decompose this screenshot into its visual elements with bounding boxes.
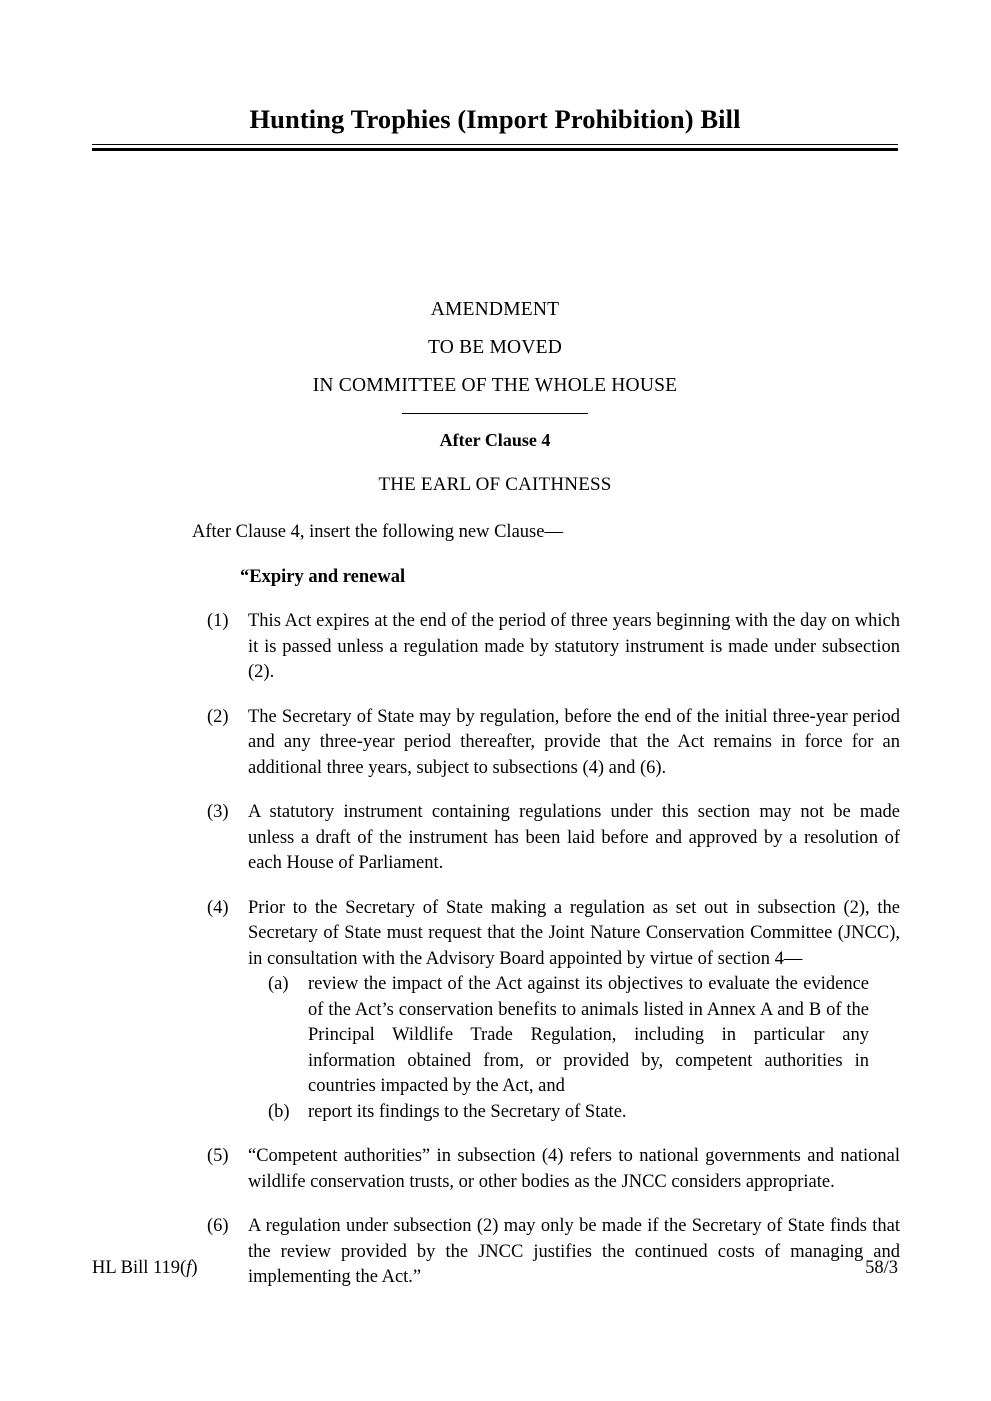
- subsection-text: This Act expires at the end of the period of three years beginning with the day on which it is passed unless a regulation made by statutory instrument is made under subsection (2).: [248, 611, 900, 682]
- subsection-text: A statutory instrument containing regulations under this section may not be made unless a draft of the instrument has been laid before and approved by a resolution of each House of Parliament.: [248, 802, 900, 873]
- subsection-text: The Secretary of State may by regulation, before the end of the initial three-year period and any three-year period thereafter, provide that the Act remains in force for an additional three years, subject to subsections (4) and (6).: [248, 706, 900, 778]
- new-clause-heading: “Expiry and renewal: [240, 567, 406, 587]
- paragraph-marker: (a): [268, 974, 289, 994]
- subsection-marker: (3): [207, 802, 229, 822]
- paragraph-text: report its findings to the Secretary of State.: [308, 1101, 627, 1122]
- insertion-instruction: After Clause 4, insert the following new Clause—: [192, 522, 563, 542]
- amendment-mover: THE EARL OF CAITHNESS: [378, 474, 612, 496]
- subsection-text: A regulation under subsection (2) may only be made if the Secretary of State finds that the review provided by the JNCC justifies the continued costs of managing and implementing the Act.”: [248, 1216, 900, 1287]
- title-double-rule: [92, 144, 898, 149]
- section-heading: After Clause 4: [439, 430, 551, 451]
- paragraph-list: [248, 972, 900, 1125]
- subsection-item: [0, 896, 991, 1126]
- header-line-in-committee: IN COMMITTEE OF THE WHOLE HOUSE: [312, 375, 678, 396]
- bill-reference-close: ): [191, 1258, 198, 1278]
- subsection-marker: (2): [207, 706, 229, 727]
- paragraph-item: [248, 972, 900, 1100]
- bill-reference: [92, 1256, 198, 1281]
- page-footer: [92, 1256, 898, 1281]
- subsection-item: [0, 800, 991, 877]
- subsection-marker: (1): [207, 611, 229, 631]
- subsection-text: Prior to the Secretary of State making a regulation as set out in subsection (2), the Secretary of State must request that the Joint Nature Conservation Committee (JNCC), in consultation with the Advisory Board appointed by virtue of section 4—: [248, 897, 900, 969]
- paragraph-text: review the impact of the Act against its objectives to evaluate the evidence of the Act’s conservation benefits to animals listed in Annex A and B of the Principal Wildlife Trade Regulation, including in particular any information obtained from, or provided by, competent authorities in countries impacted by the Act, and: [308, 974, 869, 1096]
- subsection-text: “Competent authorities” in subsection (4) refers to national governments and national wildlife conservation trusts, or other bodies as the JNCC considers appropriate.: [248, 1146, 900, 1192]
- title-block: [92, 104, 898, 149]
- subsection-list: [0, 609, 991, 1291]
- subsection-item: [0, 609, 991, 686]
- subsection-item: [0, 1144, 991, 1195]
- subsection-marker: (6): [207, 1216, 229, 1236]
- paragraph-item: [248, 1100, 900, 1126]
- subsection-marker: (4): [207, 897, 229, 918]
- subsection-marker: (5): [207, 1146, 229, 1166]
- page-number: 58/3: [865, 1258, 898, 1278]
- amendment-header-block: [92, 300, 898, 494]
- subsection-item: [0, 705, 991, 782]
- header-divider-rule: [402, 413, 588, 415]
- amendment-body: [0, 520, 991, 1291]
- bill-reference-suffix: f: [186, 1258, 192, 1278]
- page-title: Hunting Trophies (Import Prohibition) Bill: [249, 104, 741, 134]
- header-line-to-be-moved: TO BE MOVED: [427, 337, 562, 358]
- bill-reference-label: HL Bill 119(: [92, 1258, 187, 1278]
- paragraph-marker: (b): [268, 1101, 290, 1122]
- header-line-amendment: AMENDMENT: [430, 299, 560, 320]
